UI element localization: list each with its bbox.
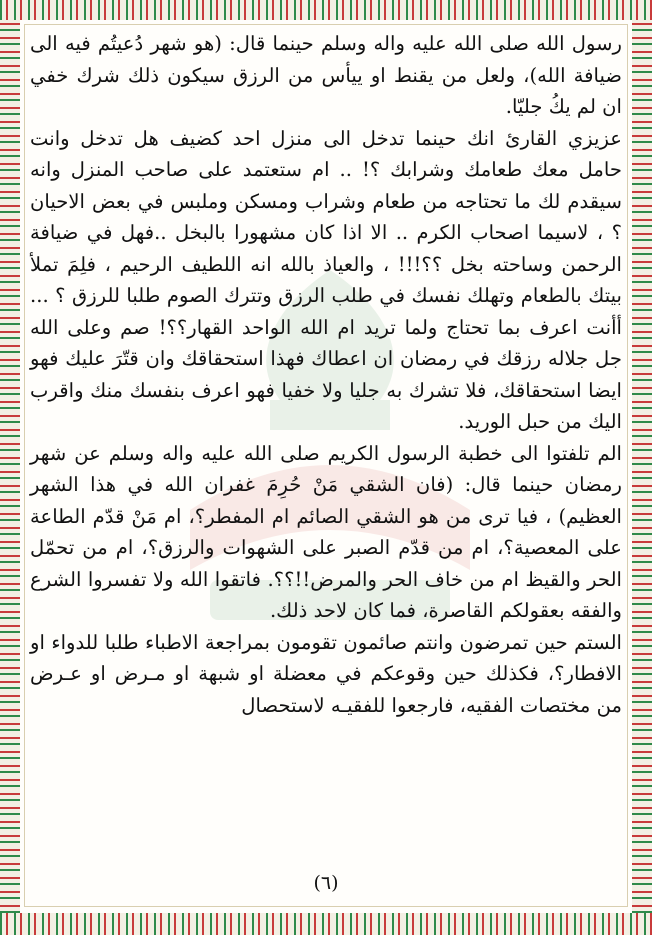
decorative-border-top bbox=[0, 0, 652, 20]
paragraph-2: عزيزي القارئ انك حينما تدخل الى منزل احد كضيف هل تدخل وانت حامل معك طعامك وشرابك ؟! .. ام ستعتمد على صاحب المنزل وانه سيقدم لك ما تحتاجه من طعام وشراب ومسكن وملبس في بعض الاحيان ؟ ، لاسيما اصحاب الكرم .. الا اذا كان مشهورا بالبخل ..فهل في ضيافة الرحمن وساحته بخل ؟؟!!! ، والعياذ بالله انه اللطيف الرحيم ، فلِمَ تملأ بيتك بالطعام وتهلك نفسك في طلب الرزق وتترك الصوم طلبا للرزق ؟ ... أأنت اعرف بما تحتاج ولما تريد ام الله الواحد القهار؟؟! صم وعلى الله جل جلاله رزقك في رمضان ان اعطاك فهذا استحقاقك وان قتّرَ عليك فهو ايضا استحقاقك، فلا تشرك به جليا ولا خفيا فهو اعرف بنفسك منك واقرب اليك من حبل الوريد. bbox=[30, 126, 622, 433]
paragraph-1: رسول الله صلى الله عليه واله وسلم حينما قال: (هو شهر دُعيتُم فيه الى ضيافة الله)، ولعل من يقنط او ييأس من الرزق سيكون ذلك شرك خفي ان لم يكُ جليّا. bbox=[30, 32, 622, 118]
paragraph-4: الستم حين تمرضون وانتم صائمون تقومون بمراجعة الاطباء طلبا للدواء او الافطار؟، فكذلك حين وقوعكم في معضلة او شبهة او مـرض او عـرض من مختصات الفقيه، فارجعوا للفقيـه لاستحصال bbox=[30, 630, 622, 717]
decorative-border-right bbox=[632, 20, 652, 913]
paragraph-3: الم تلفتوا الى خطبة الرسول الكريم صلى الله عليه واله وسلم عن شهر رمضان حينما قال: (فان الشقي مَنْ حُرِمَ غفران الله في هذا الشهر العظيم) ، فيا ترى من هو الشقي الصائم ام المفطر؟، ام مَنْ قدّم الطاعة على المعصية؟، ام من قدّم الصبر على الشهوات والرزق؟، ام من تحمّل الحر والقيظ ام من خاف الحر والمرض!!؟؟. فاتقوا الله ولا تفسروا الشرع والفقه بعقولكم القاصرة، فما كان لاحد ذلك. bbox=[30, 441, 622, 622]
decorative-border-left bbox=[0, 20, 20, 913]
page-number: (٦) bbox=[313, 872, 339, 894]
decorative-border-bottom bbox=[0, 913, 652, 935]
document-body bbox=[30, 28, 622, 721]
